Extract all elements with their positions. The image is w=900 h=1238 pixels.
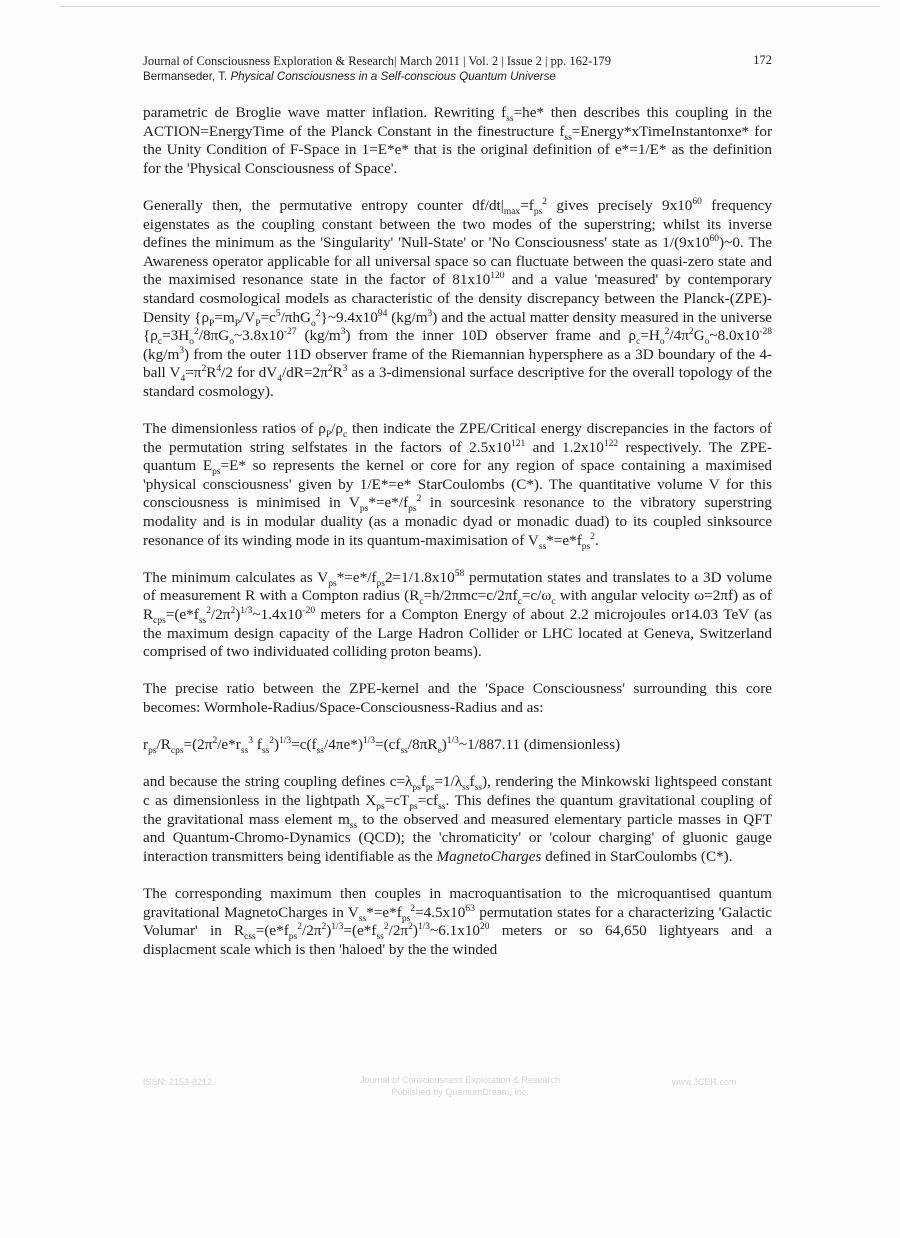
author-name: Bermanseder, T. — [143, 70, 228, 83]
running-header — [143, 53, 772, 85]
footer-journal: Journal of Consciousness Exploration & Research — [359, 1075, 561, 1085]
author-line — [143, 69, 772, 85]
footer-issn: ISSN: 2153-8212 — [143, 1077, 213, 1087]
paragraph-5: The precise ratio between the ZPE-kernel and the 'Space Consciousness' surrounding this core becomes: Wormhole-Radius/Space-Consciousness-Radius and as: — [143, 680, 772, 716]
article-body — [143, 104, 772, 978]
paragraph-2: Generally then, the permutative entropy counter $df/dt|_{max}=f_{ps}^2$ gives precisely $9x10^{60}$ frequency eigenstates as the coupling constant between the two modes of the superstring; whilst its inverse defines the minimum as the 'Singularity' 'Null-State' or 'No Consciousness' state as $1/(9x10^{60})\sim 0$. The Awareness operator applicable for all universal space so can fluctuate between the quasi-zero state and the maximised resonance state in the factor of $81x10^{120}$ and a value 'measured' by contemporary standard cosmological models as characteristic of the density discrepancy between the Planck-(ZPE)-Density $\{\rho_P=m_P/V_P=c^5/\pi hG_o^2\}\sim 9.4x10^{94}$ $(kg/m^3)$ and the actual matter density measured in the universe {$\rho_c=3H_o^2/8\pi G_o\sim 3.8x10^{-27}$ $(kg/m^3)$ from the inner 10D observer frame and $\rho_c=H_o^2/4\pi^2G_o\sim 8.0x10^{-28}$ $(kg/m^3)$ from the outer 11D observer frame of the Riemannian hypersphere as a 3D boundary of the 4-ball $V_4=\pi^2R^4/2$ for $dV_4/dR=2\pi^2R^3$ as a 3-dimensional surface descriptive for the overall topology of the standard cosmology). — [143, 196, 773, 400]
paragraph-7: The corresponding maximum then couples in macroquantisation to the microquantised quantum gravitational MagnetoCharges in $V_{ss}*=e*f_{ps}^2=4.5x10^{63}$ permutation states for a characterizing 'Galactic Volumar' in $R_{css}=(e*f_{ps}^2/2\pi^2)^{1/3}=(e*f_{ss}^2/2\pi^2)^{1/3}\sim 6.1x10^{20}$ meters or so 64,650 lightyears and a displacment scale which is then 'haloed' by the the winded — [143, 884, 772, 958]
paragraph-3: The dimensionless ratios of $\rho_P/\rho_c$ then indicate the ZPE/Critical energy discrepancies in the factors of the permutation string selfstates in the factors of $2.5x10^{121}$ and $1.2x10^{122}$ respectively. The ZPE-quantum $E_{ps}=E*$ so represents the kernel or core for any region of space containing a maximised 'physical consciousness' given by 1/E*=e* StarCoulombs (C*). The quantitative volume V for this consciousness is minimised in $V_{ps}*=e*/f_{ps}^2$ in sourcesink resonance to the vibratory superstring modality and is in modular duality (as a monadic dyad or monadic duad) to its coupled sinksource resonance of its winding mode in its quantum-maximisation of $V_{ss}*=e*f_{ps}^2$. — [143, 420, 773, 552]
footer-publisher: Published by QuantumDream, Inc. — [391, 1087, 529, 1097]
page-number: 172 — [753, 53, 772, 67]
footer-website: www.JCER.com — [672, 1077, 737, 1087]
equation: $r_{ps}/R_{cps}=(2\pi^2/e*r_{ss}^3$ $f_{ss}^2)^{1/3}=c(f_{ss}/4\pi e*)^{1/3}=(cf_{ss}/8\pi R_e)^{1/3}\sim 1/887.11$ (dimensionless) — [143, 736, 621, 757]
scan-edge — [60, 6, 880, 7]
article-title: Physical Consciousness in a Self-conscious Quantum Universe — [230, 70, 556, 83]
paragraph-4: The minimum calculates as $V_{ps}*=e*/f_{ps}2=1/1.8x10^{58}$ permutation states and translates to a 3D volume of measurement R with a Compton radius ($R_c=h/2\pi mc=c/2\pi f_c=c/\omega_c$ with angular velocity ω=2πf) as of $R_{cps}=(e*f_{ss}^2/2\pi^2)^{1/3}\sim 1.4x10^{-20}$ meters for a Compton Energy of about 2.2 microjoules or14.03 TeV (as the maximum design capacity of the Large Hadron Collider or LHC located at Geneva, Switzerland comprised of two individuated colliding proton beams). — [143, 568, 772, 661]
paragraph-6: and because the string coupling defines $c=\lambda_{ps}f_{ps}=1/\lambda_{ss}f_{ss}$), rendering the Minkowski lightspeed constant c as dimensionless in the lightpath $X_{ps}=cT_{ps}=cf_{ss}$. This defines the quantum gravitational coupling of the gravitational mass element $m_{ss}$ to the observed and measured elementary particle masses in QFT and Quantum-Chromo-Dynamics (QCD); the 'chromaticity' or 'colour charging' of gluonic gauge interaction transmitters being identifiable as the MagnetoCharges defined in StarCoulombs (C*). — [143, 773, 772, 865]
footer-journal-block — [340, 1074, 580, 1098]
journal-citation: Journal of Consciousness Exploration & Research| March 2011 | Vol. 2 | Issue 2 | pp. 162-179 — [143, 54, 612, 68]
paragraph-1: parametric de Broglie wave matter inflation. Rewriting $f_{ss}=he*$ then describes this coupling in the ACTION=EnergyTime of the Planck Constant in the finestructure $f_{ss}=Energy*xTimeInstantonxe*$ for the Unity Condition of F-Space in 1=E*e* that is the original definition of e*=1/E* as the definition for the 'Physical Consciousness of Space'. — [143, 104, 772, 177]
